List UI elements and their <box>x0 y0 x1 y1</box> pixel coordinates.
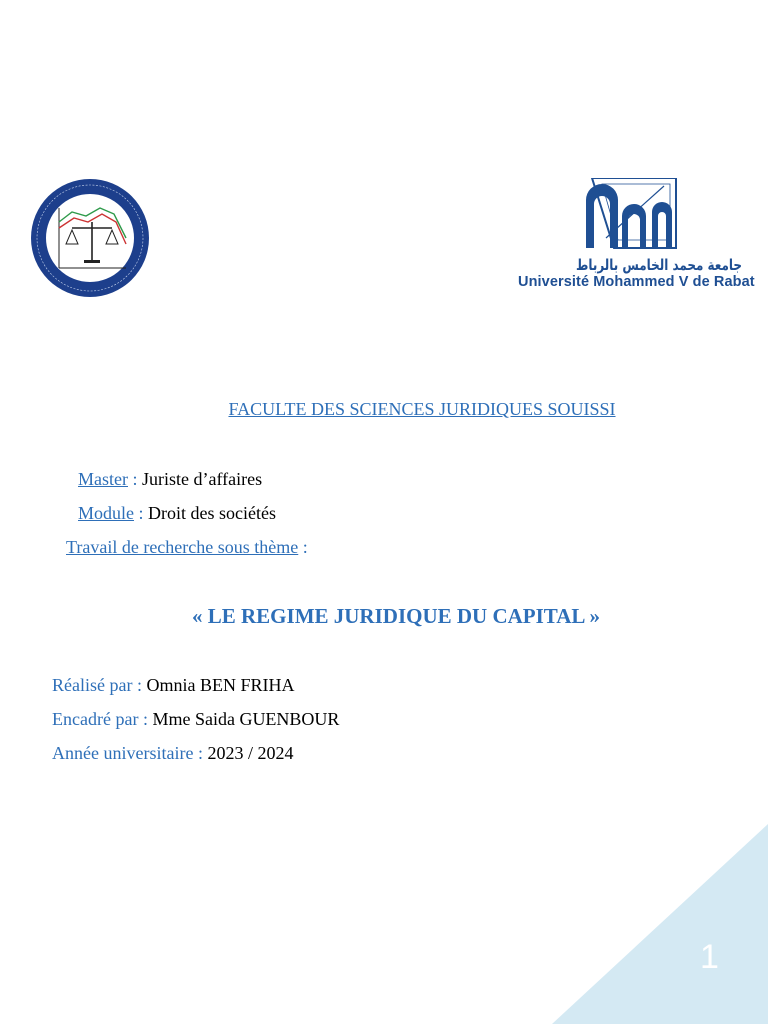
year-value: 2023 / 2024 <box>207 743 294 763</box>
master-line <box>78 469 262 490</box>
author-label: Réalisé par : <box>52 675 147 695</box>
module-value: Droit des sociétés <box>148 503 276 523</box>
year-label: Année universitaire : <box>52 743 208 763</box>
research-label: Travail de recherche sous thème <box>66 537 299 557</box>
author-value: Omnia BEN FRIHA <box>146 675 295 695</box>
faculty-seal-logo <box>14 178 166 298</box>
document-title: « LE REGIME JURIDIQUE DU CAPITAL » <box>192 604 600 628</box>
faculty-heading: FACULTE DES SCIENCES JURIDIQUES SOUISSI <box>228 399 616 419</box>
module-line <box>78 503 276 524</box>
supervisor-label: Encadré par : <box>52 709 153 729</box>
supervisor-value: Mme Saida GUENBOUR <box>152 709 340 729</box>
module-separator: : <box>134 503 149 523</box>
page-number: 1 <box>700 938 719 976</box>
module-label: Module <box>78 503 134 523</box>
supervisor-line <box>52 709 339 730</box>
university-name: Université Mohammed V de Rabat <box>518 274 755 290</box>
university-arabic-name: جامعة محمد الخامس بالرباط <box>576 256 742 274</box>
master-separator: : <box>127 469 142 489</box>
research-separator: : <box>298 537 308 557</box>
master-label: Master <box>78 469 128 489</box>
research-line <box>66 537 308 558</box>
year-line <box>52 743 293 764</box>
corner-triangle <box>552 824 768 1024</box>
author-line <box>52 675 294 696</box>
master-value: Juriste d’affaires <box>142 469 263 489</box>
